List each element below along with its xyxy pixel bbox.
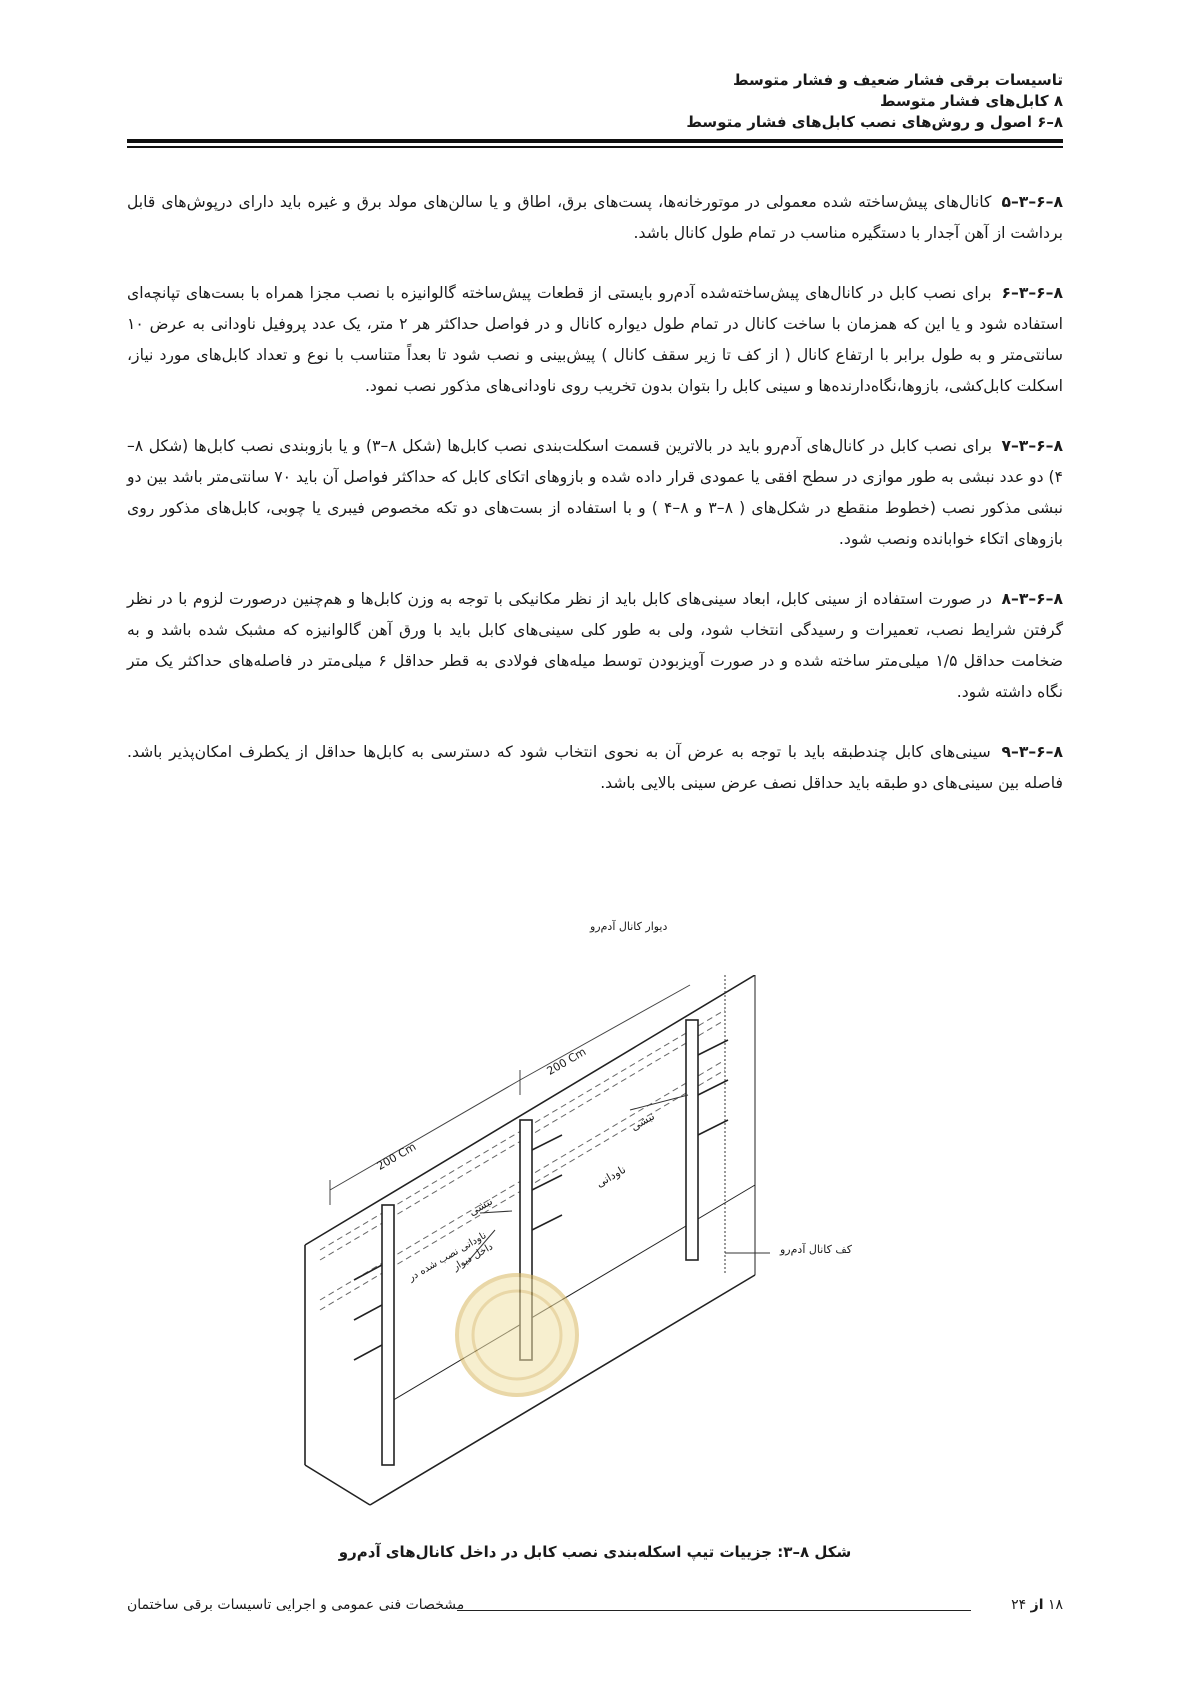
- paragraph-number: ۸–۶–۳–۶: [1001, 284, 1063, 302]
- paragraph-8-6-3-9: [127, 737, 1063, 799]
- header-rule-thin: [127, 146, 1063, 148]
- paragraph-number: ۸–۶–۳–۷: [1001, 437, 1063, 455]
- page-footer: [127, 1597, 1063, 1619]
- label-angle-1: نبشی: [628, 1109, 657, 1134]
- post-3: [686, 1020, 698, 1260]
- footer-doc-title: مشخصات فنی عمومی و اجرایی تاسیسات برقی ساختمان: [127, 1597, 465, 1613]
- figure-caption: شکل ۸–۳: جزییات تیپ اسکله‌بندی نصب کابل در داخل کانال‌های آدم‌رو: [338, 1543, 852, 1561]
- label-wall: دیوار کانال آدم‌رو: [590, 920, 668, 933]
- header-line-3: ۸–۶ اصول و روش‌های نصب کابل‌های فشار متوسط: [686, 113, 1063, 131]
- paragraph-text: برای نصب کابل در کانال‌های آدم‌رو باید در بالاترین قسمت اسکلت‌بندی نصب کابل‌ها (شکل ۸–۳) و یا بازوبندی نصب کابل‌ها (شکل ۸–۴) دو عدد نبشی به طور موازی در سطح افقی یا عمودی قرار داده شده و بازوهای اتکای کابل که حداکثر فواصل آن باید ۷۰ سانتی‌متر باشد بین دو نبشی مذکور نصب (خطوط منقطع در شکل‌های ( ۸–۳ و ۸–۴ ) و با استفاده از بست‌های دو تکه مخصوص فیبری یا چوبی، کابل‌های مذکور روی بازوهای اتکاء خوابانده ونصب شود.: [127, 437, 1063, 548]
- label-channel-wall: ناودانی نصب شده در داخل دیوار: [406, 1230, 495, 1284]
- paragraph-8-6-3-8: [127, 584, 1063, 708]
- paragraph-number: ۸–۶–۳–۹: [1001, 743, 1063, 761]
- paragraph-number: ۸–۶–۳–۸: [1001, 590, 1063, 608]
- header-line-1: تاسیسات برقی فشار ضعیف و فشار متوسط: [732, 71, 1063, 89]
- post-1: [382, 1205, 394, 1465]
- paragraph-8-6-3-5: [127, 187, 1063, 249]
- paragraph-text: برای نصب کابل در کانال‌های پیش‌ساخته‌شده آدم‌رو بایستی از قطعات پیش‌ساخته گالوانیزه با نصب مجزا همراه با بست‌های تپانچه‌ای استفاده شود و یا این که همزمان با ساخت کانال در تمام طول دیواره کانال و در فواصل حداکثر هر ۲ متر، یک عدد پروفیل ناودانی به عرض ۱۰ سانتی‌متر و به طول برابر با ارتفاع کانال ( از کف تا زیر سقف کانال ) پیش‌بینی و نصب شود تا بعداً متناسب با نوع و تعداد کابل‌های مورد نیاز، اسکلت کابل‌کشی، بازوها،نگاه‌دارنده‌ها و سینی کابل را بتوان بدون تخریب روی ناودانی‌های مذکور نصب نمود.: [127, 284, 1063, 395]
- paragraph-text: کانال‌های پیش‌ساخته شده معمولی در موتورخانه‌ها، پست‌های برق، اطاق و یا سالن‌های مولد برق و غیره باید دارای درپوش‌های قابل برداشت از آهن آجدار با دستگیره مناسب در تمام طول کانال باشد.: [127, 193, 1063, 242]
- header-rule-thick: [127, 139, 1063, 143]
- header-line-2: ۸ کابل‌های فشار متوسط: [880, 92, 1063, 110]
- paragraph-number: ۸–۶–۳–۵: [1001, 193, 1063, 211]
- page-of: از: [1030, 1597, 1044, 1613]
- label-dim-left: 200 Cm: [374, 1140, 419, 1173]
- paragraph-8-6-3-6: [127, 278, 1063, 402]
- page-number: [1011, 1597, 1063, 1613]
- paragraph-text: سینی‌های کابل چندطبقه باید با توجه به عرض آن به نحوی انتخاب شود که دسترسی به کابل‌ها حداقل از یکطرف امکان‌پذیر باشد. فاصله بین سینی‌های دو طبقه باید حداقل نصف عرض سینی بالایی باشد.: [127, 743, 1063, 792]
- page-current: ۱۸: [1047, 1597, 1063, 1613]
- page-header: [127, 70, 1063, 133]
- page-total: ۲۴: [1011, 1597, 1027, 1613]
- page-content: [127, 187, 1063, 828]
- paragraph-text: در صورت استفاده از سینی کابل، ابعاد سینی‌های کابل باید از نظر مکانیکی با توجه به وزن کابل‌ها و هم‌چنین درصورت لزوم با در نظر گرفتن شرایط نصب، تعمیرات و رسیدگی انتخاب شود، ولی به طور کلی سینی‌های کابل باید با ورق آهن گالوانیزه که مشبک شده باشد و به ضخامت حداقل ۱/۵ میلی‌متر ساخته شده و در صورت آویزبودن توسط میله‌های فولادی به قطر حداقل ۶ میلی‌متر در فاصله‌های حداکثر یک متر نگاه داشته شود.: [127, 590, 1063, 701]
- label-floor: کف کانال آدم‌رو: [780, 1243, 852, 1256]
- label-channel: ناودانی: [593, 1162, 629, 1191]
- figure-cable-rack-drawing: [300, 920, 940, 1535]
- watermark-seal: [457, 1275, 577, 1395]
- label-dim-top: 200 Cm: [544, 1045, 589, 1078]
- paragraph-8-6-3-7: [127, 431, 1063, 555]
- label-angle-2: نبشی: [466, 1194, 495, 1219]
- footer-rule: [457, 1610, 971, 1611]
